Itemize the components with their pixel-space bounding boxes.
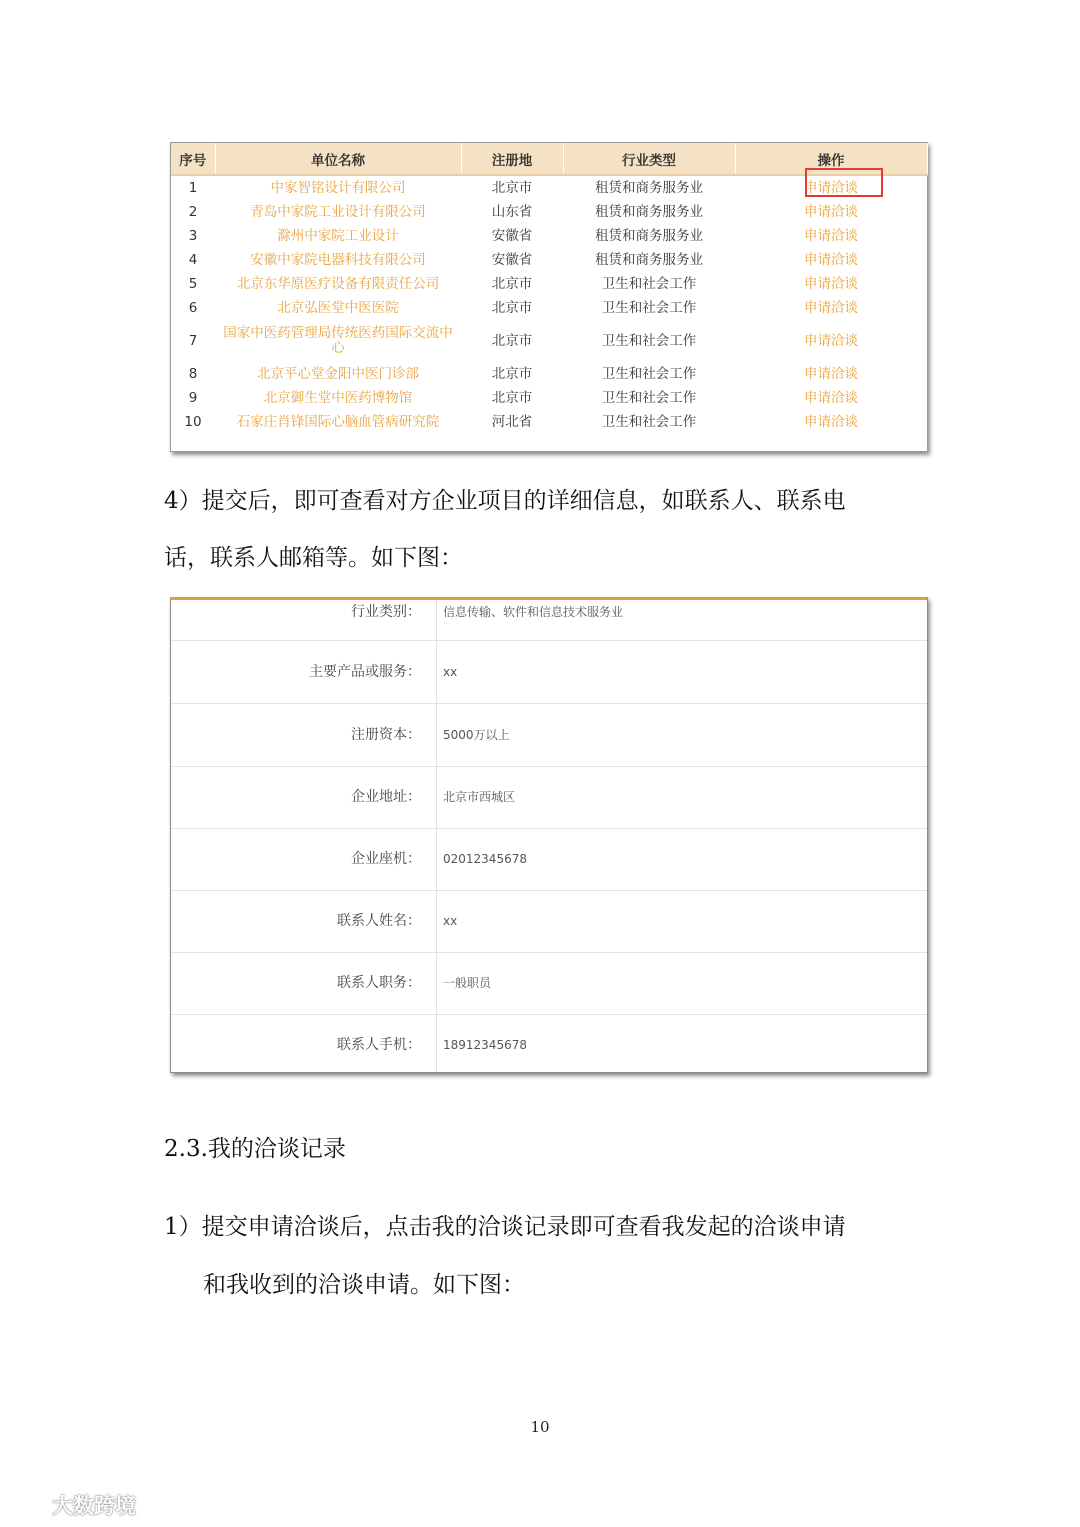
company-name-link[interactable]: 北京御生堂中医药博物馆	[263, 389, 413, 406]
apply-negotiation-link[interactable]: 申请洽谈	[804, 299, 858, 316]
row-industry: 卫生和社会工作	[601, 332, 697, 349]
detail-label: 企业地址：	[351, 789, 421, 805]
detail-value: 02012345678	[443, 852, 527, 866]
company-name-link[interactable]: 中家智铭设计有限公司	[270, 179, 406, 196]
header-index: 序号	[171, 143, 215, 175]
row-industry: 卫生和社会工作	[601, 365, 697, 382]
row-region: 河北省	[491, 413, 533, 430]
paragraph-step4-line2: 话，联系人邮箱等。如下图：	[164, 545, 463, 571]
header-action: 操作	[735, 143, 927, 175]
row-region: 北京市	[491, 299, 533, 316]
company-name-link[interactable]: 安徽中家院电器科技有限公司	[250, 251, 426, 268]
detail-value: 5000万以上	[443, 728, 510, 742]
company-name-link[interactable]: 北京东华原医疗设备有限责任公司	[236, 275, 440, 292]
company-name-link[interactable]: 国家中医药管理局传统医药国际交流中心	[223, 325, 453, 356]
company-name-link[interactable]: 青岛中家院工业设计有限公司	[250, 203, 426, 220]
detail-value: 18912345678	[443, 1038, 527, 1052]
detail-row-contact-title	[171, 952, 927, 1015]
table-row	[171, 200, 927, 224]
row-index: 6	[188, 299, 198, 316]
detail-label: 注册资本：	[351, 727, 421, 743]
detail-row-products	[171, 641, 927, 704]
detail-label: 企业座机：	[351, 851, 421, 867]
apply-negotiation-link[interactable]: 申请洽谈	[804, 203, 858, 220]
watermark	[8, 1490, 136, 1520]
table-row	[171, 320, 927, 362]
header-industry: 行业类型	[563, 143, 735, 175]
table-row	[171, 224, 927, 248]
header-company-name: 单位名称	[215, 143, 461, 175]
table-row	[171, 296, 927, 320]
table-row	[171, 272, 927, 296]
apply-negotiation-link[interactable]: 申请洽谈	[804, 251, 858, 268]
row-index: 10	[184, 413, 202, 430]
company-name-link[interactable]: 北京平心堂金阳中医门诊部	[257, 365, 419, 382]
row-industry: 租赁和商务服务业	[595, 227, 703, 244]
apply-negotiation-link[interactable]: 申请洽谈	[804, 227, 858, 244]
detail-label: 联系人职务：	[337, 975, 421, 991]
detail-value: 信息传输、软件和信息技术服务业	[443, 605, 624, 619]
apply-negotiation-link[interactable]: 申请洽谈	[804, 389, 858, 406]
detail-label: 行业类别：	[351, 604, 421, 620]
detail-value: xx	[443, 665, 458, 679]
row-industry: 租赁和商务服务业	[595, 179, 703, 196]
row-industry: 卫生和社会工作	[601, 299, 697, 316]
detail-row-registered-capital	[171, 704, 927, 767]
row-region: 安徽省	[491, 251, 533, 268]
row-index: 4	[188, 251, 198, 268]
apply-negotiation-link[interactable]: 申请洽谈	[804, 332, 858, 349]
watermark-text: 大数跨境	[52, 1494, 136, 1518]
row-index: 3	[188, 227, 198, 244]
detail-row-address	[171, 766, 927, 829]
table-row	[171, 410, 927, 434]
detail-value: 北京市西城区	[443, 790, 516, 804]
paragraph-step1-line1: 1）提交申请洽谈后，点击我的洽谈记录即可查看我发起的洽谈申请	[164, 1214, 846, 1240]
watermark-logo-icon	[8, 1492, 46, 1518]
apply-negotiation-link[interactable]: 申请洽谈	[804, 365, 858, 382]
company-name-link[interactable]: 石家庄肖锋国际心脑血管病研究院	[236, 413, 440, 430]
row-index: 5	[188, 275, 198, 292]
table-row	[171, 248, 927, 272]
row-region: 北京市	[491, 332, 533, 349]
row-index: 1	[188, 179, 198, 196]
section-title: 2.3.我的洽谈记录	[164, 1136, 346, 1162]
row-region: 北京市	[491, 365, 533, 382]
detail-row-landline	[171, 828, 927, 891]
paragraph-step1-line2: 和我收到的洽谈申请。如下图：	[203, 1272, 525, 1298]
apply-negotiation-link[interactable]: 申请洽谈	[804, 413, 858, 430]
detail-value: xx	[443, 914, 458, 928]
row-region: 北京市	[491, 275, 533, 292]
company-table-screenshot	[170, 142, 928, 452]
header-region: 注册地	[461, 143, 563, 175]
row-index: 2	[188, 203, 198, 220]
highlight-box	[805, 168, 883, 197]
detail-value: 一般职员	[443, 976, 492, 990]
row-region: 安徽省	[491, 227, 533, 244]
apply-negotiation-link[interactable]: 申请洽谈	[804, 275, 858, 292]
row-index: 8	[188, 365, 198, 382]
company-detail-screenshot	[170, 597, 928, 1073]
detail-row-industry-category	[171, 600, 927, 641]
table-row	[171, 362, 927, 386]
row-industry: 卫生和社会工作	[601, 275, 697, 292]
table-row	[171, 386, 927, 410]
row-region: 山东省	[491, 203, 533, 220]
apply-negotiation-link[interactable]: 申请洽谈	[804, 179, 858, 196]
detail-row-contact-name	[171, 890, 927, 953]
row-region: 北京市	[491, 179, 533, 196]
row-index: 9	[188, 389, 198, 406]
row-industry: 租赁和商务服务业	[595, 203, 703, 220]
page-number: 10	[530, 1418, 550, 1436]
paragraph-step4-line1: 4）提交后，即可查看对方企业项目的详细信息，如联系人、联系电	[164, 488, 846, 514]
detail-label: 联系人手机：	[337, 1037, 421, 1053]
row-industry: 租赁和商务服务业	[595, 251, 703, 268]
detail-label: 联系人姓名：	[337, 913, 421, 929]
row-index: 7	[188, 332, 198, 349]
detail-row-contact-mobile	[171, 1014, 927, 1073]
row-region: 北京市	[491, 389, 533, 406]
row-industry: 卫生和社会工作	[601, 389, 697, 406]
row-industry: 卫生和社会工作	[601, 413, 697, 430]
company-name-link[interactable]: 北京弘医堂中医医院	[277, 299, 399, 316]
company-name-link[interactable]: 滁州中家院工业设计	[277, 227, 399, 244]
detail-label: 主要产品或服务：	[309, 664, 421, 680]
